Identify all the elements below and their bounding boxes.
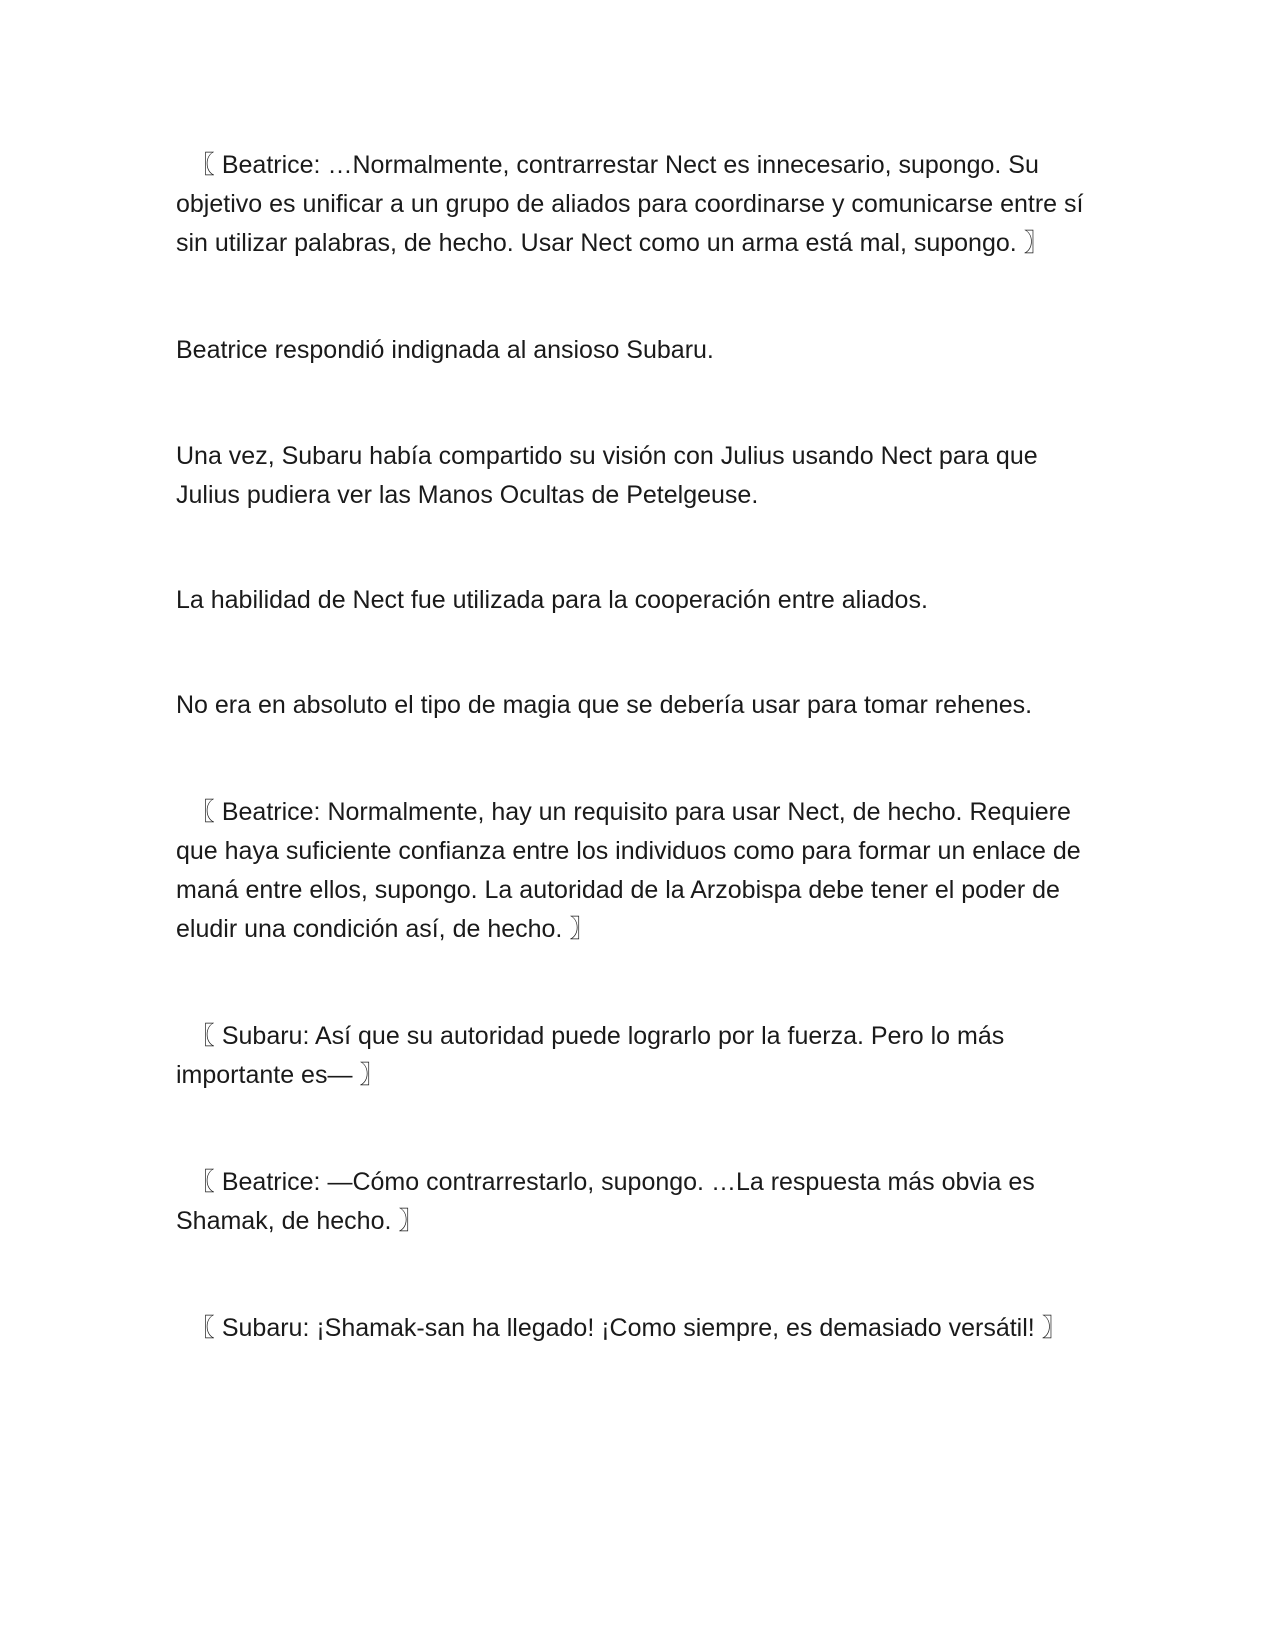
- paragraph-subaru-authority: 〖 Subaru: Así que su autoridad puede lograrlo por la fuerza. Pero lo más importante es— 〗: [176, 1022, 1005, 1089]
- paragraph-julius-vision: Una vez, Subaru había compartido su visión con Julius usando Nect para que Julius pudiera ver las Manos Ocultas de Petelgeuse.: [176, 442, 1038, 509]
- paragraph-nect-cooperation: La habilidad de Nect fue utilizada para la cooperación entre aliados.: [176, 586, 928, 614]
- paragraph-beatrice-nect-purpose: 〖 Beatrice: …Normalmente, contrarrestar Nect es innecesario, supongo. Su objetivo es unificar a un grupo de aliados para coordinarse y comunicarse entre sí sin utilizar palabras, de hecho. Usar Nect como un arma está mal, supongo. 〗: [176, 151, 1084, 257]
- document-body: [176, 146, 1096, 1348]
- paragraph-hostage-magic: No era en absoluto el tipo de magia que se debería usar para tomar rehenes.: [176, 691, 1033, 719]
- paragraph-beatrice-requirement: 〖 Beatrice: Normalmente, hay un requisito para usar Nect, de hecho. Requiere que haya suficiente confianza entre los individuos como para formar un enlace de maná entre ellos, supongo. La autoridad de la Arzobispa debe tener el poder de eludir una condición así, de hecho. 〗: [176, 798, 1081, 943]
- paragraph-beatrice-indignant: Beatrice respondió indignada al ansioso Subaru.: [176, 336, 714, 364]
- paragraph-subaru-shamak: 〖 Subaru: ¡Shamak-san ha llegado! ¡Como siempre, es demasiado versátil! 〗: [176, 1314, 1067, 1342]
- paragraph-beatrice-shamak: 〖 Beatrice: —Cómo contrarrestarlo, supongo. …La respuesta más obvia es Shamak, de hecho. 〗: [176, 1168, 1035, 1235]
